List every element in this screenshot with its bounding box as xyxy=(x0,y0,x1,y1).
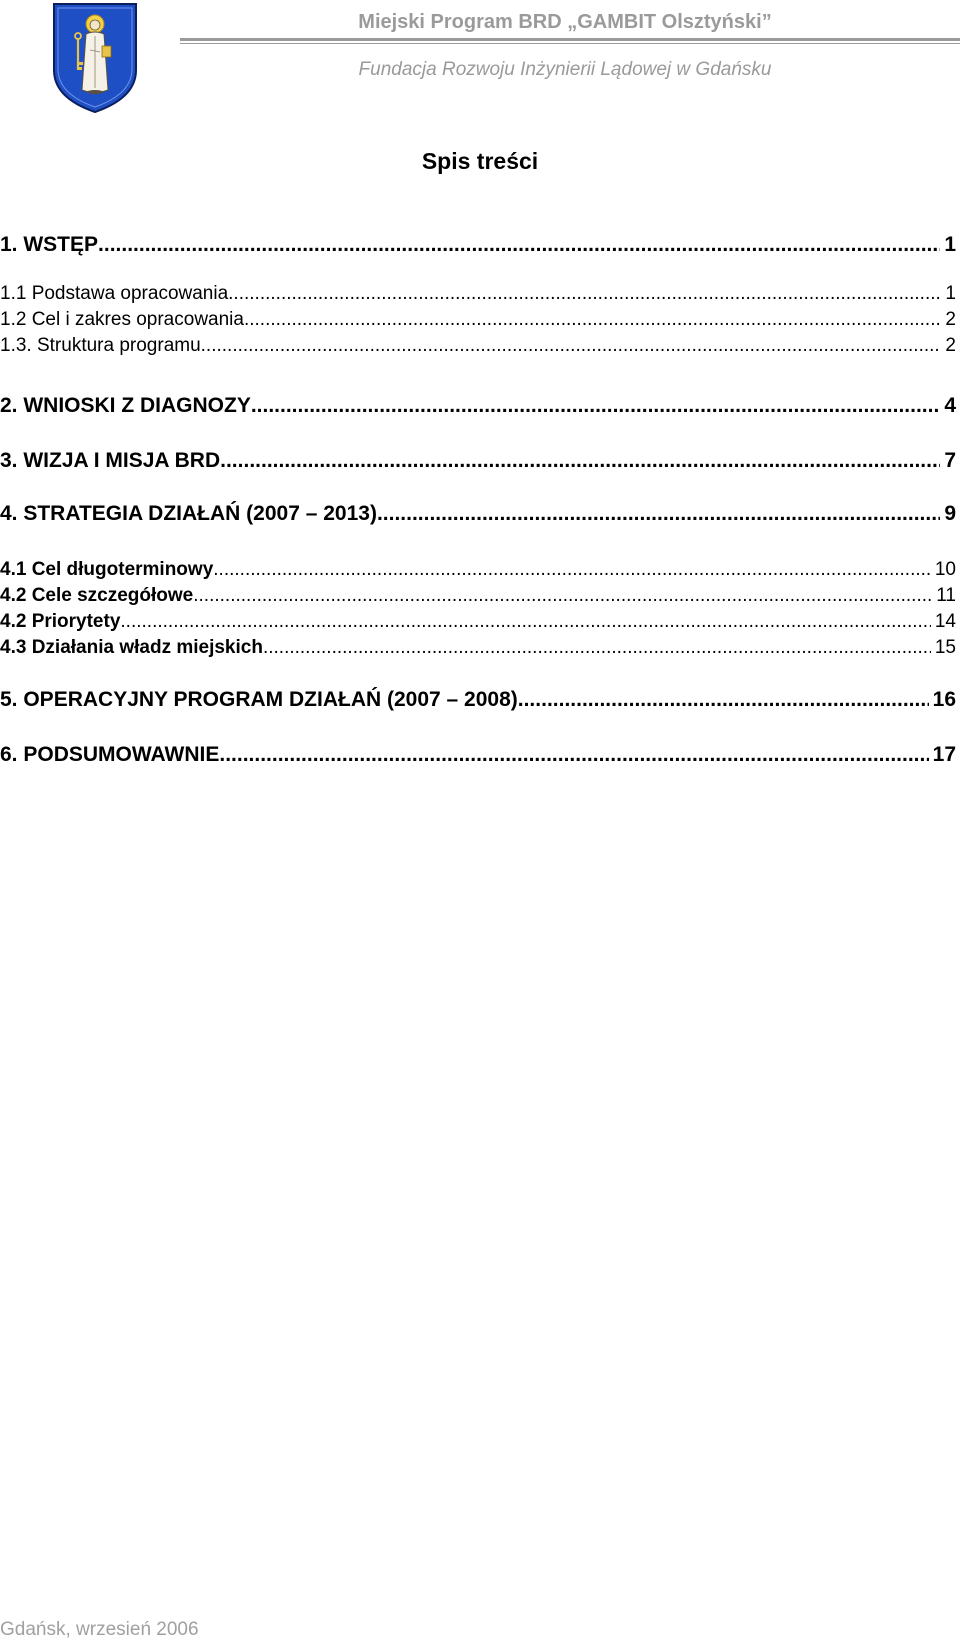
toc-entry-label: 4. STRATEGIA DZIAŁAŃ (2007 – 2013) xyxy=(0,502,377,525)
toc-dot-leader xyxy=(120,611,930,633)
footer-place-date: Gdańsk, wrzesień 2006 xyxy=(0,1619,199,1640)
toc-entry-label: 2. WNIOSKI Z DIAGNOZY xyxy=(0,394,251,417)
city-coat-of-arms-icon xyxy=(50,0,140,115)
toc-entry-label: 1. WSTĘP xyxy=(0,233,99,256)
toc-entry-page: 2 xyxy=(945,335,956,356)
toc-entry-label: 1.3. Struktura programu xyxy=(0,335,201,356)
toc-dot-leader xyxy=(193,585,932,607)
toc-entry-4-2-priorities[interactable] xyxy=(0,611,956,633)
toc-entry-page: 10 xyxy=(934,559,956,580)
toc-dot-leader xyxy=(263,637,931,659)
toc-dot-leader xyxy=(98,233,940,257)
toc-dot-leader xyxy=(220,449,940,473)
toc-dot-leader xyxy=(377,502,940,526)
toc-dot-leader xyxy=(244,309,941,331)
toc-entry-1[interactable] xyxy=(0,233,956,257)
toc-entry-label: 4.3 Działania władz miejskich xyxy=(0,637,263,658)
toc-dot-leader xyxy=(228,283,941,305)
toc-entry-page: 17 xyxy=(932,743,956,766)
toc-entry-4-3[interactable] xyxy=(0,637,956,659)
toc-entry-page: 7 xyxy=(944,449,956,472)
toc-entry-4-1[interactable] xyxy=(0,559,956,581)
toc-entry-5[interactable] xyxy=(0,688,956,712)
toc-entry-label: 1.1 Podstawa opracowania xyxy=(0,283,229,304)
toc-entry-page: 2 xyxy=(945,309,956,330)
toc-entry-page: 1 xyxy=(944,233,956,256)
toc-heading: Spis treści xyxy=(421,148,539,174)
toc-dot-leader xyxy=(219,743,928,767)
toc-entry-label: 4.2 Cele szczegółowe xyxy=(0,585,194,606)
toc-entry-label: 5. OPERACYJNY PROGRAM DZIAŁAŃ (2007 – 2008) xyxy=(0,688,518,711)
toc-entry-1-3[interactable] xyxy=(0,335,956,357)
toc-dot-leader xyxy=(518,688,929,712)
toc-entry-6[interactable] xyxy=(0,743,956,767)
toc-entry-page: 14 xyxy=(934,611,956,632)
toc-entry-label: 4.1 Cel długoterminowy xyxy=(0,559,214,580)
toc-entry-page: 16 xyxy=(932,688,956,711)
toc-entry-page: 9 xyxy=(944,502,956,525)
toc-entry-page: 1 xyxy=(945,283,956,304)
toc-entry-4[interactable] xyxy=(0,502,956,526)
toc-entry-label: 1.2 Cel i zakres opracowania xyxy=(0,309,244,330)
toc-entry-2[interactable] xyxy=(0,394,956,418)
toc-entry-label: 6. PODSUMOWAWNIE xyxy=(0,743,220,766)
toc-dot-leader xyxy=(251,394,940,418)
toc-entry-1-2[interactable] xyxy=(0,309,956,331)
header-subtitle: Fundacja Rozwoju Inżynierii Lądowej w Gdańsku xyxy=(358,59,772,80)
toc-dot-leader xyxy=(213,559,931,581)
toc-entry-label: 3. WIZJA I MISJA BRD xyxy=(0,449,221,472)
toc-entry-label: 4.2 Priorytety xyxy=(0,611,121,632)
toc-entry-3[interactable] xyxy=(0,449,956,473)
toc-entry-page: 4 xyxy=(944,394,956,417)
header-title: Miejski Program BRD „GAMBIT Olsztyński” xyxy=(358,11,772,33)
header-divider xyxy=(180,38,960,45)
toc-entry-4-2[interactable] xyxy=(0,585,956,607)
toc-dot-leader xyxy=(201,335,942,357)
toc-entry-page: 15 xyxy=(934,637,956,658)
toc-entry-page: 11 xyxy=(936,585,956,606)
toc-entry-1-1[interactable] xyxy=(0,283,956,305)
